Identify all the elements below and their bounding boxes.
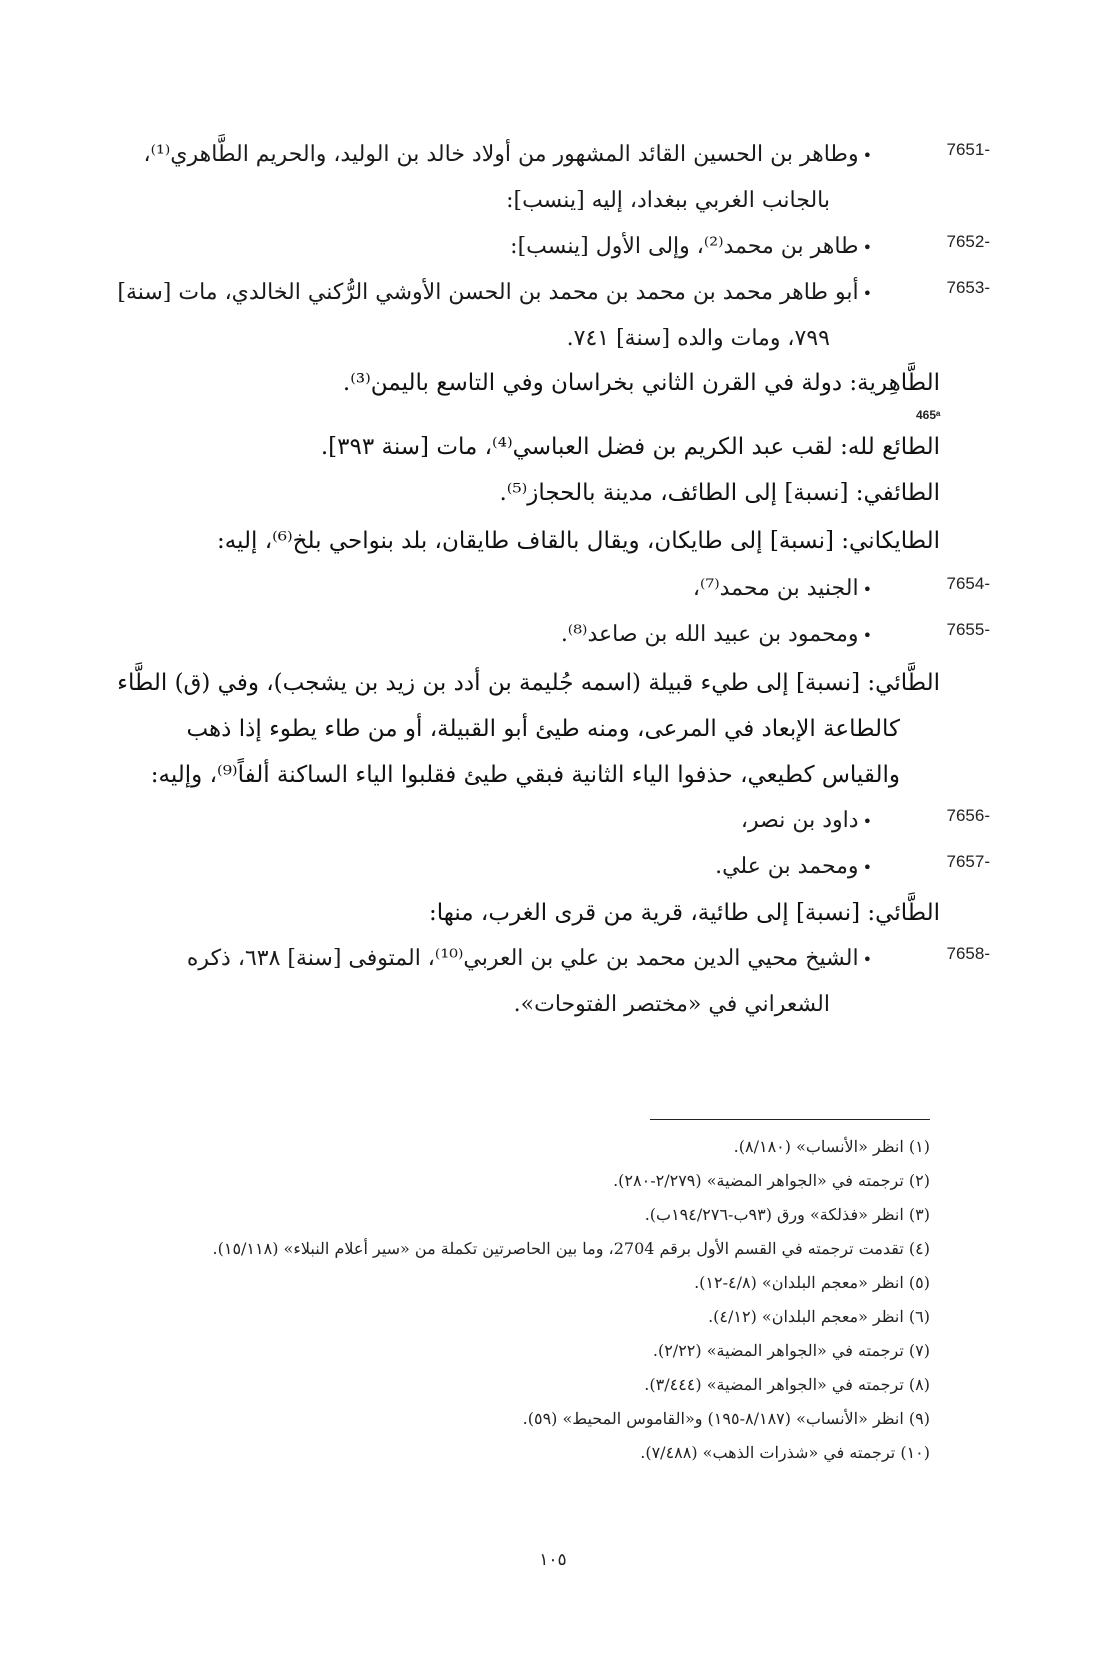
footnote-6: (٦) انظر «معجم البلدان» (٤/١٢). (708, 1307, 930, 1326)
heading-tahiriyya: الطَّاهِرية: دولة في القرن الثاني بخراسان وفي التاسع باليمن⁽³⁾. (342, 370, 940, 396)
entry-text: •الشيخ محيي الدين محمد بن علي بن العربي⁽¹⁰⁾، المتوفى [سنة] ٦٣٨، ذكره (186, 946, 872, 971)
entry-number: 7655- (946, 620, 990, 639)
entry-number: 7651- (946, 140, 990, 159)
footnote-4: (٤) تقدمت ترجمته في القسم الأول برقم 2704، وما بين الحاصرتين تكملة من «سير أعلام النبلاء» (١٥/١١٨). (212, 1239, 930, 1258)
entry-7658-continuation (90, 982, 990, 1028)
entry-text: •طاهر بن محمد⁽²⁾، وإلى الأول [ينسب]: (510, 234, 872, 259)
bullet-icon: • (862, 626, 872, 645)
entry-7657 (90, 844, 990, 890)
entry-number: 7652- (946, 232, 990, 251)
entry-7654 (90, 566, 990, 612)
entry-number: 7656- (946, 806, 990, 825)
heading-taii-continuation-1: كالطاعة الإبعاد في المرعى، ومنه طيئ أبو القبيلة، أو من طاء يطوء إذا ذهب (186, 716, 900, 742)
entry-7651 (90, 132, 990, 178)
footnote-2: (٢) ترجمته في «الجواهر المضية» (٢/٢٧٩-٢٨٠). (613, 1171, 930, 1190)
heading-taii-village: الطَّائي: [نسبة] إلى طائية، قرية من قرى الغرب، منها: (428, 900, 940, 926)
footnote-5: (٥) انظر «معجم البلدان» (٤/٨-١٢). (694, 1273, 930, 1292)
entry-number: 7653- (946, 278, 990, 297)
footnote-7: (٧) ترجمته في «الجواهر المضية» (٢/٢٢). (652, 1341, 930, 1360)
entry-7653-continuation (90, 316, 990, 362)
entry-7652 (90, 224, 990, 270)
heading-taifi: الطائفي: [نسبة] إلى الطائف، مدينة بالحجاز⁽⁵⁾. (499, 480, 940, 506)
entry-text-continuation: بالجانب الغربي ببغداد، إليه [ينسب]: (506, 188, 830, 213)
footnote-3: (٣) انظر «فذلكة» ورق (٩٣ب-١٩٤/٢٧٦ب). (644, 1205, 930, 1224)
entry-7653 (90, 270, 990, 316)
margin-folio-reference: 465ᵃ (916, 408, 941, 422)
bullet-icon: • (862, 146, 872, 165)
heading-taii-continuation-2: والقياس كطيعي، حذفوا الياء الثانية فبقي طيئ فقلبوا الياء الساكنة ألفاً⁽⁹⁾، وإليه: (150, 762, 900, 788)
entry-text-continuation: الشعراني في «مختصر الفتوحات». (513, 992, 830, 1017)
entry-number: 7657- (946, 852, 990, 871)
bullet-icon: • (862, 950, 872, 969)
entry-text: •الجنيد بن محمد⁽⁷⁾، (692, 576, 872, 601)
entry-text: •داود بن نصر، (740, 808, 872, 833)
entry-number: 7658- (946, 944, 990, 963)
footnote-9: (٩) انظر «الأنساب» (٨/١٨٧-١٩٥) و«القاموس المحيط» (٥٩). (522, 1409, 930, 1428)
entry-text: •وطاهر بن الحسين القائد المشهور من أولاد خالد بن الوليد، والحريم الطَّاهري⁽¹⁾، (143, 142, 872, 167)
footnote-divider (650, 1119, 930, 1120)
heading-taii: الطَّائي: [نسبة] إلى طيء قبيلة (اسمه جُليمة بن أدد بن زيد بن يشجب)، وفي (ق) الطَّاء (117, 670, 940, 696)
entry-text: •ومحمد بن علي. (715, 854, 872, 879)
footnote-8: (٨) ترجمته في «الجواهر المضية» (٣/٤٤٤). (644, 1375, 930, 1394)
heading-tayikani: الطايكاني: [نسبة] إلى طايكان، ويقال بالقاف طايقان، بلد بنواحي بلخ⁽⁶⁾، إليه: (216, 528, 940, 554)
heading-taei-lillah: الطائع لله: لقب عبد الكريم بن فضل العباسي⁽⁴⁾، مات [سنة ٣٩٣]. (320, 434, 940, 460)
bullet-icon: • (862, 284, 872, 303)
entry-number: 7654- (946, 574, 990, 593)
entry-7655 (90, 612, 990, 658)
page-number: ١٠٥ (539, 1550, 567, 1570)
bullet-icon: • (862, 238, 872, 257)
entry-text-continuation: ٧٩٩، ومات والده [سنة] ٧٤١. (566, 326, 830, 351)
footnote-1: (١) انظر «الأنساب» (٨/١٨٠). (733, 1137, 930, 1156)
entry-text: •ومحمود بن عبيد الله بن صاعد⁽⁸⁾. (560, 622, 872, 647)
entry-7651-continuation (90, 178, 990, 224)
entry-7658 (90, 936, 990, 982)
entry-text: •أبو طاهر محمد بن محمد بن محمد بن الحسن الأوشي الرُّكني الخالدي، مات [سنة] (117, 280, 872, 305)
footnote-10: (١٠) ترجمته في «شذرات الذهب» (٧/٤٨٨). (640, 1443, 930, 1462)
bullet-icon: • (862, 812, 872, 831)
entry-7656 (90, 798, 990, 844)
bullet-icon: • (862, 580, 872, 599)
bullet-icon: • (862, 858, 872, 877)
